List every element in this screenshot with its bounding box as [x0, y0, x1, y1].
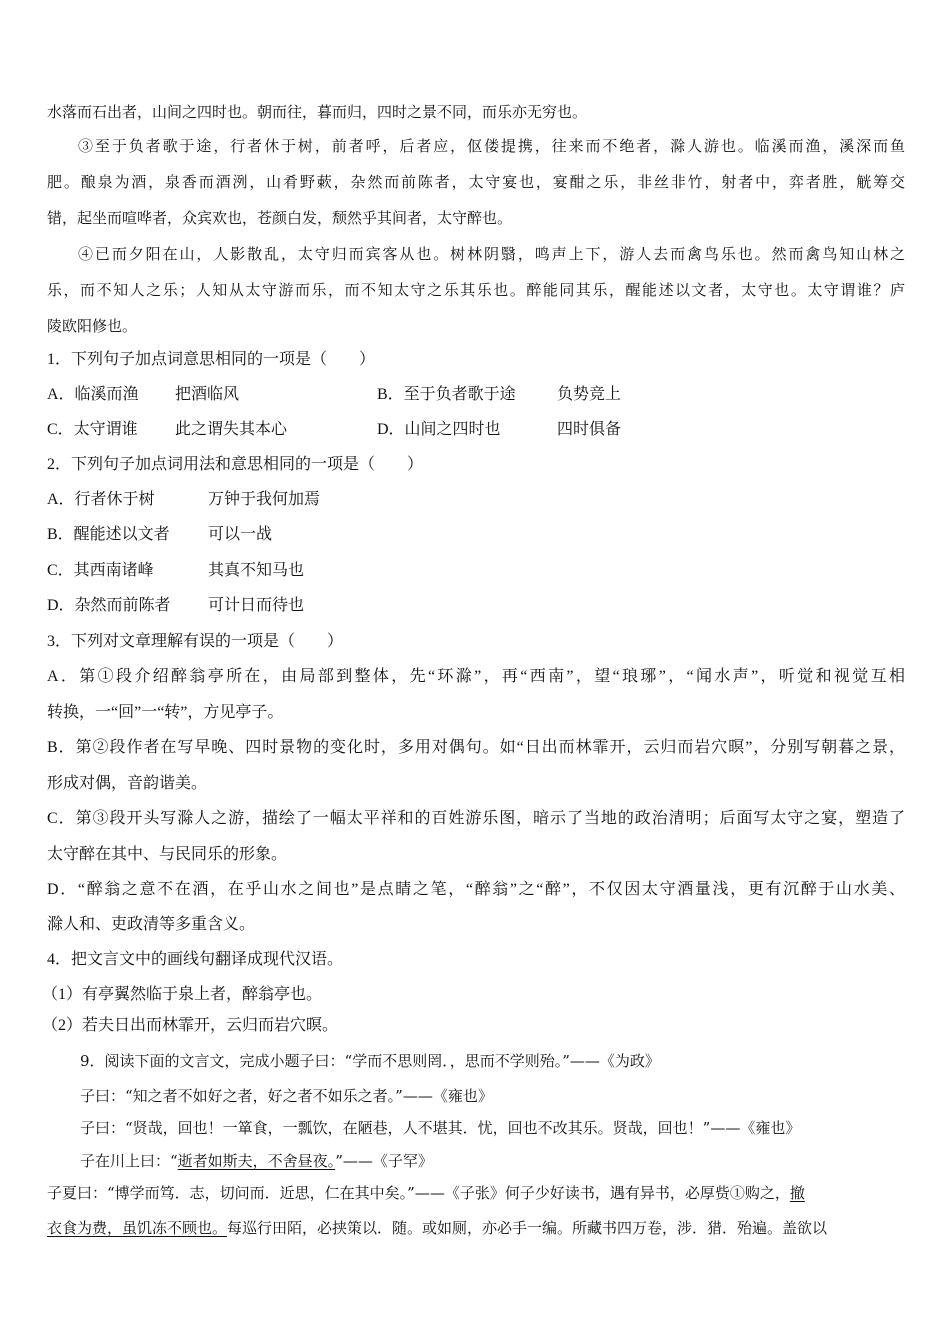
underlined-sentence: 衣食为费，虽饥冻不顾也。	[47, 1219, 228, 1237]
quote-text: 子夏曰：“博学而笃．志，切问而．近思，仁在其中矣。”——《子张》何子少好读书，遇有异书，必厚赀①购之，	[47, 1184, 790, 1202]
quote-line	[47, 1218, 905, 1238]
question-stem: 2．下列句子加点词用法和意思相同的一项是（ ）	[47, 456, 424, 473]
option-d-compare: 四时俱备	[557, 421, 622, 438]
quote-text: 每巡行田陌，必挟策以．随。或如厕，亦必手一编。所藏书四万卷，涉．猎．殆遍。盖欲以	[227, 1219, 828, 1237]
option-d-cont: 滁人和、吏政清等多重含义。	[47, 916, 256, 933]
quote-line	[47, 1183, 905, 1203]
passage-line: 肥。酿泉为酒，泉香而酒洌，山肴野蔌，杂然而前陈者，太守宴也，宴酣之乐，非丝非竹，射者中，弈者胜，觥筹交	[47, 173, 905, 191]
option-b-compare: 负势竞上	[557, 386, 622, 403]
option-a: A．行者休于树	[47, 491, 155, 508]
passage-line: 陵欧阳修也。	[47, 317, 138, 335]
passage-line: 乐，而不知人之乐；人知从太守游而乐，而不知太守之乐其乐也。醉能同其乐，醒能述以文者，太守也。太守谓谁？庐	[47, 281, 905, 299]
question-stem: 4．把文言文中的画线句翻译成现代汉语。	[47, 951, 344, 968]
option-b-cont: 形成对偶，音韵谐美。	[47, 775, 208, 792]
option-a-cont: 转换，一“回”一“转”，方见亭子。	[47, 704, 284, 721]
passage-line: 水落而石出者，山间之四时也。朝而往，暮而归，四时之景不同，而乐亦无穷也。	[47, 103, 588, 121]
option-d-compare: 可计日而待也	[208, 597, 305, 614]
quote-line: 子曰：“知之者不如好之者，好之者不如乐之者。”——《雍也》	[80, 1087, 493, 1105]
question-stem: 1．下列句子加点词意思相同的一项是（ ）	[47, 351, 376, 368]
option-a-compare: 把酒临风	[175, 386, 240, 403]
underlined-sentence: 逝者如斯夫，不舍昼夜。	[177, 1152, 336, 1170]
option-c: C．其西南诸峰	[47, 562, 154, 579]
option-a: A．第①段介绍醉翁亭所在，由局部到整体，先“环滁”，再“西南”，望“琅琊”，“闻水声”，听觉和视觉互相	[47, 668, 905, 685]
option-b: B．醒能述以文者	[47, 526, 170, 543]
quote-text: ”——《子罕》	[335, 1152, 433, 1170]
option-c-compare: 其真不知马也	[208, 562, 305, 579]
underlined-sentence: 撤	[789, 1184, 805, 1202]
passage-line: 错，起坐而喧哗者，众宾欢也，苍颜白发，颓然乎其间者，太守醉也。	[47, 209, 513, 227]
passage-line: ③至于负者歌于途，行者休于树，前者呼，后者应，伛偻提携，往来而不绝者，滁人游也。临溪而渔，溪深而鱼	[78, 137, 905, 155]
quote-text: 子在川上曰：“	[80, 1152, 178, 1170]
sub-question-1: （1）有亭翼然临于泉上者，醉翁亭也。	[42, 986, 323, 1003]
passage-line: ④已而夕阳在山，人影散乱，太守归而宾客从也。树林阴翳，鸣声上下，游人去而禽鸟乐也。然而禽鸟知山林之	[78, 245, 905, 263]
quote-line: 子曰：“贤哉，回也！一箪食，一瓢饮，在陋巷，人不堪其．忧，回也不改其乐。贤哉，回也！”——《雍也》	[80, 1119, 801, 1137]
option-b: B．第②段作者在写早晚、四时景物的变化时，多用对偶句。如“日出而林霏开，云归而岩穴暝”，分别写朝暮之景，	[47, 739, 905, 756]
option-d: D．山间之四时也	[377, 421, 501, 438]
option-d: D．“醉翁之意不在酒，在乎山水之间也”是点睛之笔，“醉翁”之“醉”，不仅因太守酒量浅，更有沉醉于山水美、	[47, 881, 905, 898]
option-d: D．杂然而前陈者	[47, 597, 171, 614]
quote-line	[80, 1151, 938, 1171]
option-b: B．至于负者歌于途	[377, 386, 516, 403]
option-c: C．第③段开头写滁人之游，描绘了一幅太平祥和的百姓游乐图，暗示了当地的政治清明；后面写太守之宴，塑造了	[47, 810, 905, 827]
option-b-compare: 可以一战	[208, 526, 273, 543]
option-a-compare: 万钟于我何加焉	[208, 491, 321, 508]
option-a: A．临溪而渔	[47, 386, 139, 403]
question-stem: 9．阅读下面的文言文，完成小题子曰：“学而不思则罔．，思而不学则殆。”——《为政》	[80, 1052, 660, 1070]
sub-question-2: （2）若夫日出而林霏开，云归而岩穴暝。	[42, 1017, 339, 1034]
option-c: C．太守谓谁	[47, 421, 138, 438]
option-c-compare: 此之谓失其本心	[175, 421, 288, 438]
question-stem: 3．下列对文章理解有误的一项是（ ）	[47, 633, 344, 650]
option-c-cont: 太守醉在其中、与民同乐的形象。	[47, 846, 288, 863]
